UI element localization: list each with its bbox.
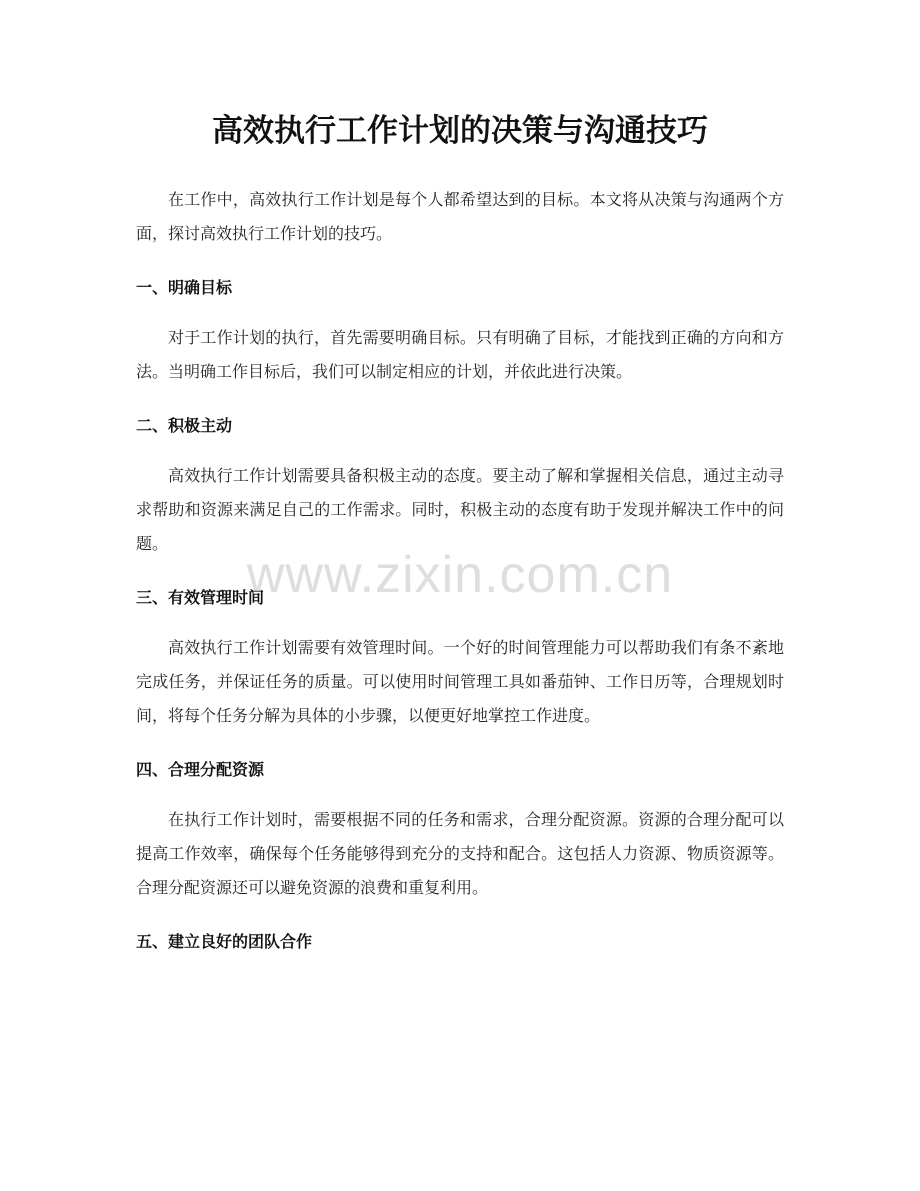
section-heading-4: 四、合理分配资源 <box>136 760 265 779</box>
section-heading-3: 三、有效管理时间 <box>136 588 265 607</box>
page-title: 高效执行工作计划的决策与沟通技巧 <box>212 113 708 149</box>
section-body-3: 高效执行工作计划需要有效管理时间。一个好的时间管理能力可以帮助我们有条不紊地完成任务，并保证任务的质量。可以使用时间管理工具如番茄钟、工作日历等，合理规划时间，将每个任务分解为具体的小步骤，以便更好地掌控工作进度。 <box>136 638 784 725</box>
intro-paragraph: 在工作中，高效执行工作计划是每个人都希望达到的目标。本文将从决策与沟通两个方面，探讨高效执行工作计划的技巧。 <box>136 190 784 243</box>
section-heading-5: 五、建立良好的团队合作 <box>136 932 313 951</box>
section-body-2: 高效执行工作计划需要具备积极主动的态度。要主动了解和掌握相关信息，通过主动寻求帮助和资源来满足自己的工作需求。同时，积极主动的态度有助于发现并解决工作中的问题。 <box>136 466 784 553</box>
section-heading-1: 一、明确目标 <box>136 278 233 297</box>
watermark: www.zixin.com.cn <box>246 546 674 604</box>
section-body-1: 对于工作计划的执行，首先需要明确目标。只有明确了目标，才能找到正确的方向和方法。当明确工作目标后，我们可以制定相应的计划，并依此进行决策。 <box>136 328 784 381</box>
document-body <box>136 183 784 975</box>
section-body-4: 在执行工作计划时，需要根据不同的任务和需求，合理分配资源。资源的合理分配可以提高工作效率，确保每个任务能够得到充分的支持和配合。这包括人力资源、物质资源等。合理分配资源还可以避免资源的浪费和重复利用。 <box>136 810 784 897</box>
section-heading-2: 二、积极主动 <box>136 416 233 435</box>
